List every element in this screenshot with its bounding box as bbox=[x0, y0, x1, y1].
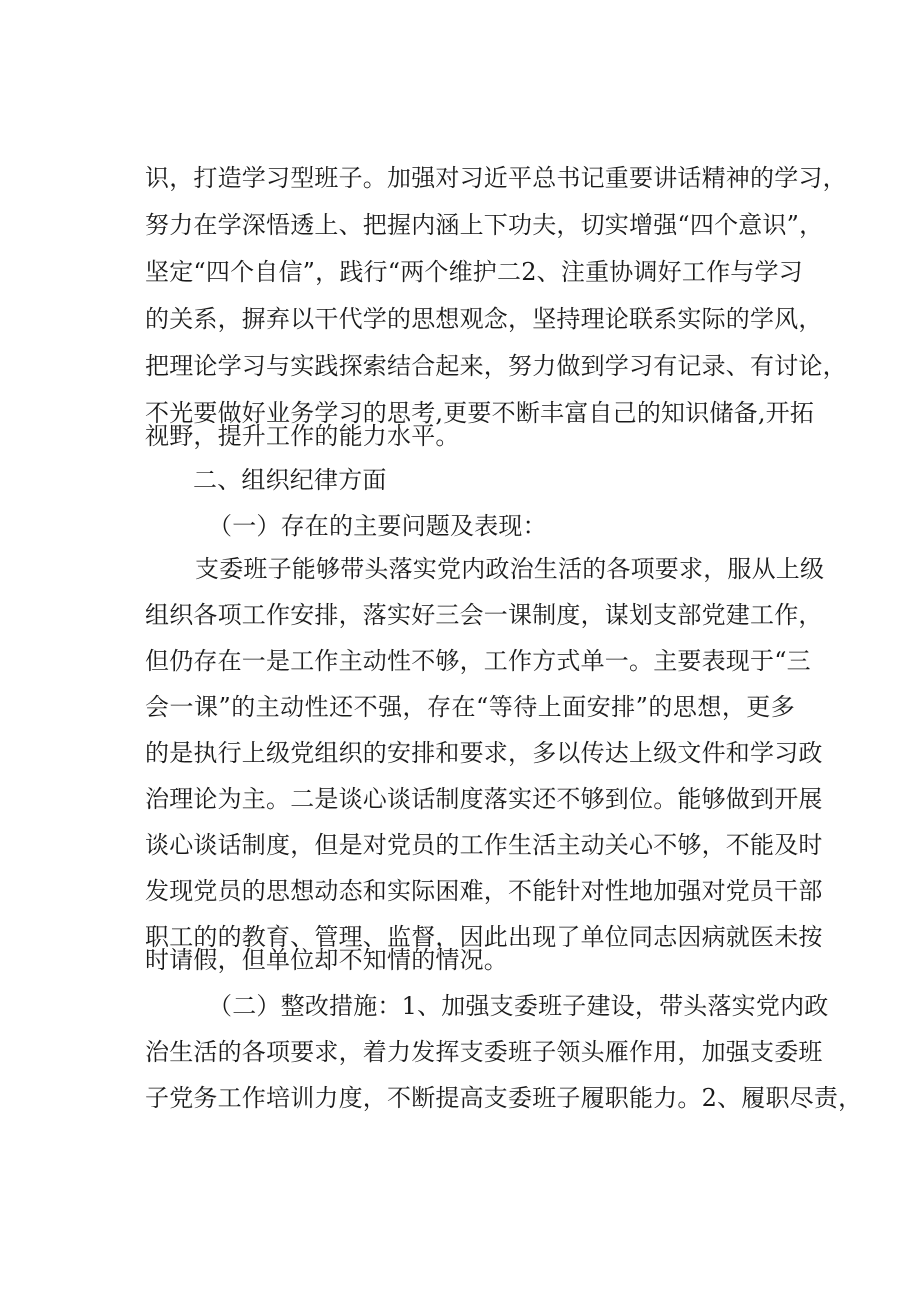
body-text-line: 努力在学深悟透上、把握内涵上下功夫，切实增强“四个意识”， bbox=[145, 211, 824, 239]
body-text-line: 组织各项工作安排，落实好三会一课制度，谋划支部党建工作， bbox=[145, 601, 823, 629]
body-text-line: 的关系，摒弃以干代学的思想观念，坚持理论联系实际的学风， bbox=[145, 305, 823, 333]
body-text-line: 支委班子能够带头落实党内政治生活的各项要求，服从上级 bbox=[195, 555, 825, 583]
body-text-line: 但仍存在一是工作主动性不够，工作方式单一。主要表现于“三 bbox=[145, 647, 811, 675]
body-text-line: 不光要做好业务学习的思考,更要不断丰富自己的知识储备,开拓 bbox=[145, 399, 815, 427]
body-text-line: 视野，提升工作的能力水平。 bbox=[145, 422, 460, 450]
body-text-line: 把理论学习与实践探索结合起来，努力做到学习有记录、有讨论， bbox=[145, 352, 847, 380]
body-text-line: 职工的的教育、管理、监督，因此出现了单位同志因病就医未按 bbox=[145, 923, 823, 951]
body-text-line: 发现党员的思想动态和实际困难，不能针对性地加强对党员干部 bbox=[145, 877, 823, 905]
body-text-line: 坚定“四个自信”，践行“两个维护二2、注重协调好工作与学习 bbox=[145, 258, 803, 286]
subsection-heading: （一）存在的主要问题及表现： bbox=[208, 512, 547, 540]
body-text-line: 会一课”的主动性还不强，存在“等待上面安排”的思想，更多 bbox=[145, 693, 795, 721]
body-text-line: 的是执行上级党组织的安排和要求，多以传达上级文件和学习政 bbox=[145, 739, 823, 767]
body-text-line: （二）整改措施：1、加强支委班子建设，带头落实党内政 bbox=[208, 992, 829, 1020]
section-heading: 二、组织纪律方面 bbox=[193, 466, 387, 494]
body-text-line: 谈心谈话制度，但是对党员的工作生活主动关心不够，不能及时 bbox=[145, 831, 823, 859]
body-text-line: 时请假，但单位却不知情的情况。 bbox=[145, 946, 508, 974]
body-text-line: 治理论为主。二是谈心谈话制度落实还不够到位。能够做到开展 bbox=[145, 785, 823, 813]
body-text-line: 治生活的各项要求，着力发挥支委班子领头雁作用，加强支委班 bbox=[145, 1038, 823, 1066]
body-text-line: 识，打造学习型班子。加强对习近平总书记重要讲话精神的学习， bbox=[145, 164, 847, 192]
body-text-line: 子党务工作培训力度，不断提高支委班子履职能力。2、履职尽责， bbox=[145, 1084, 863, 1112]
